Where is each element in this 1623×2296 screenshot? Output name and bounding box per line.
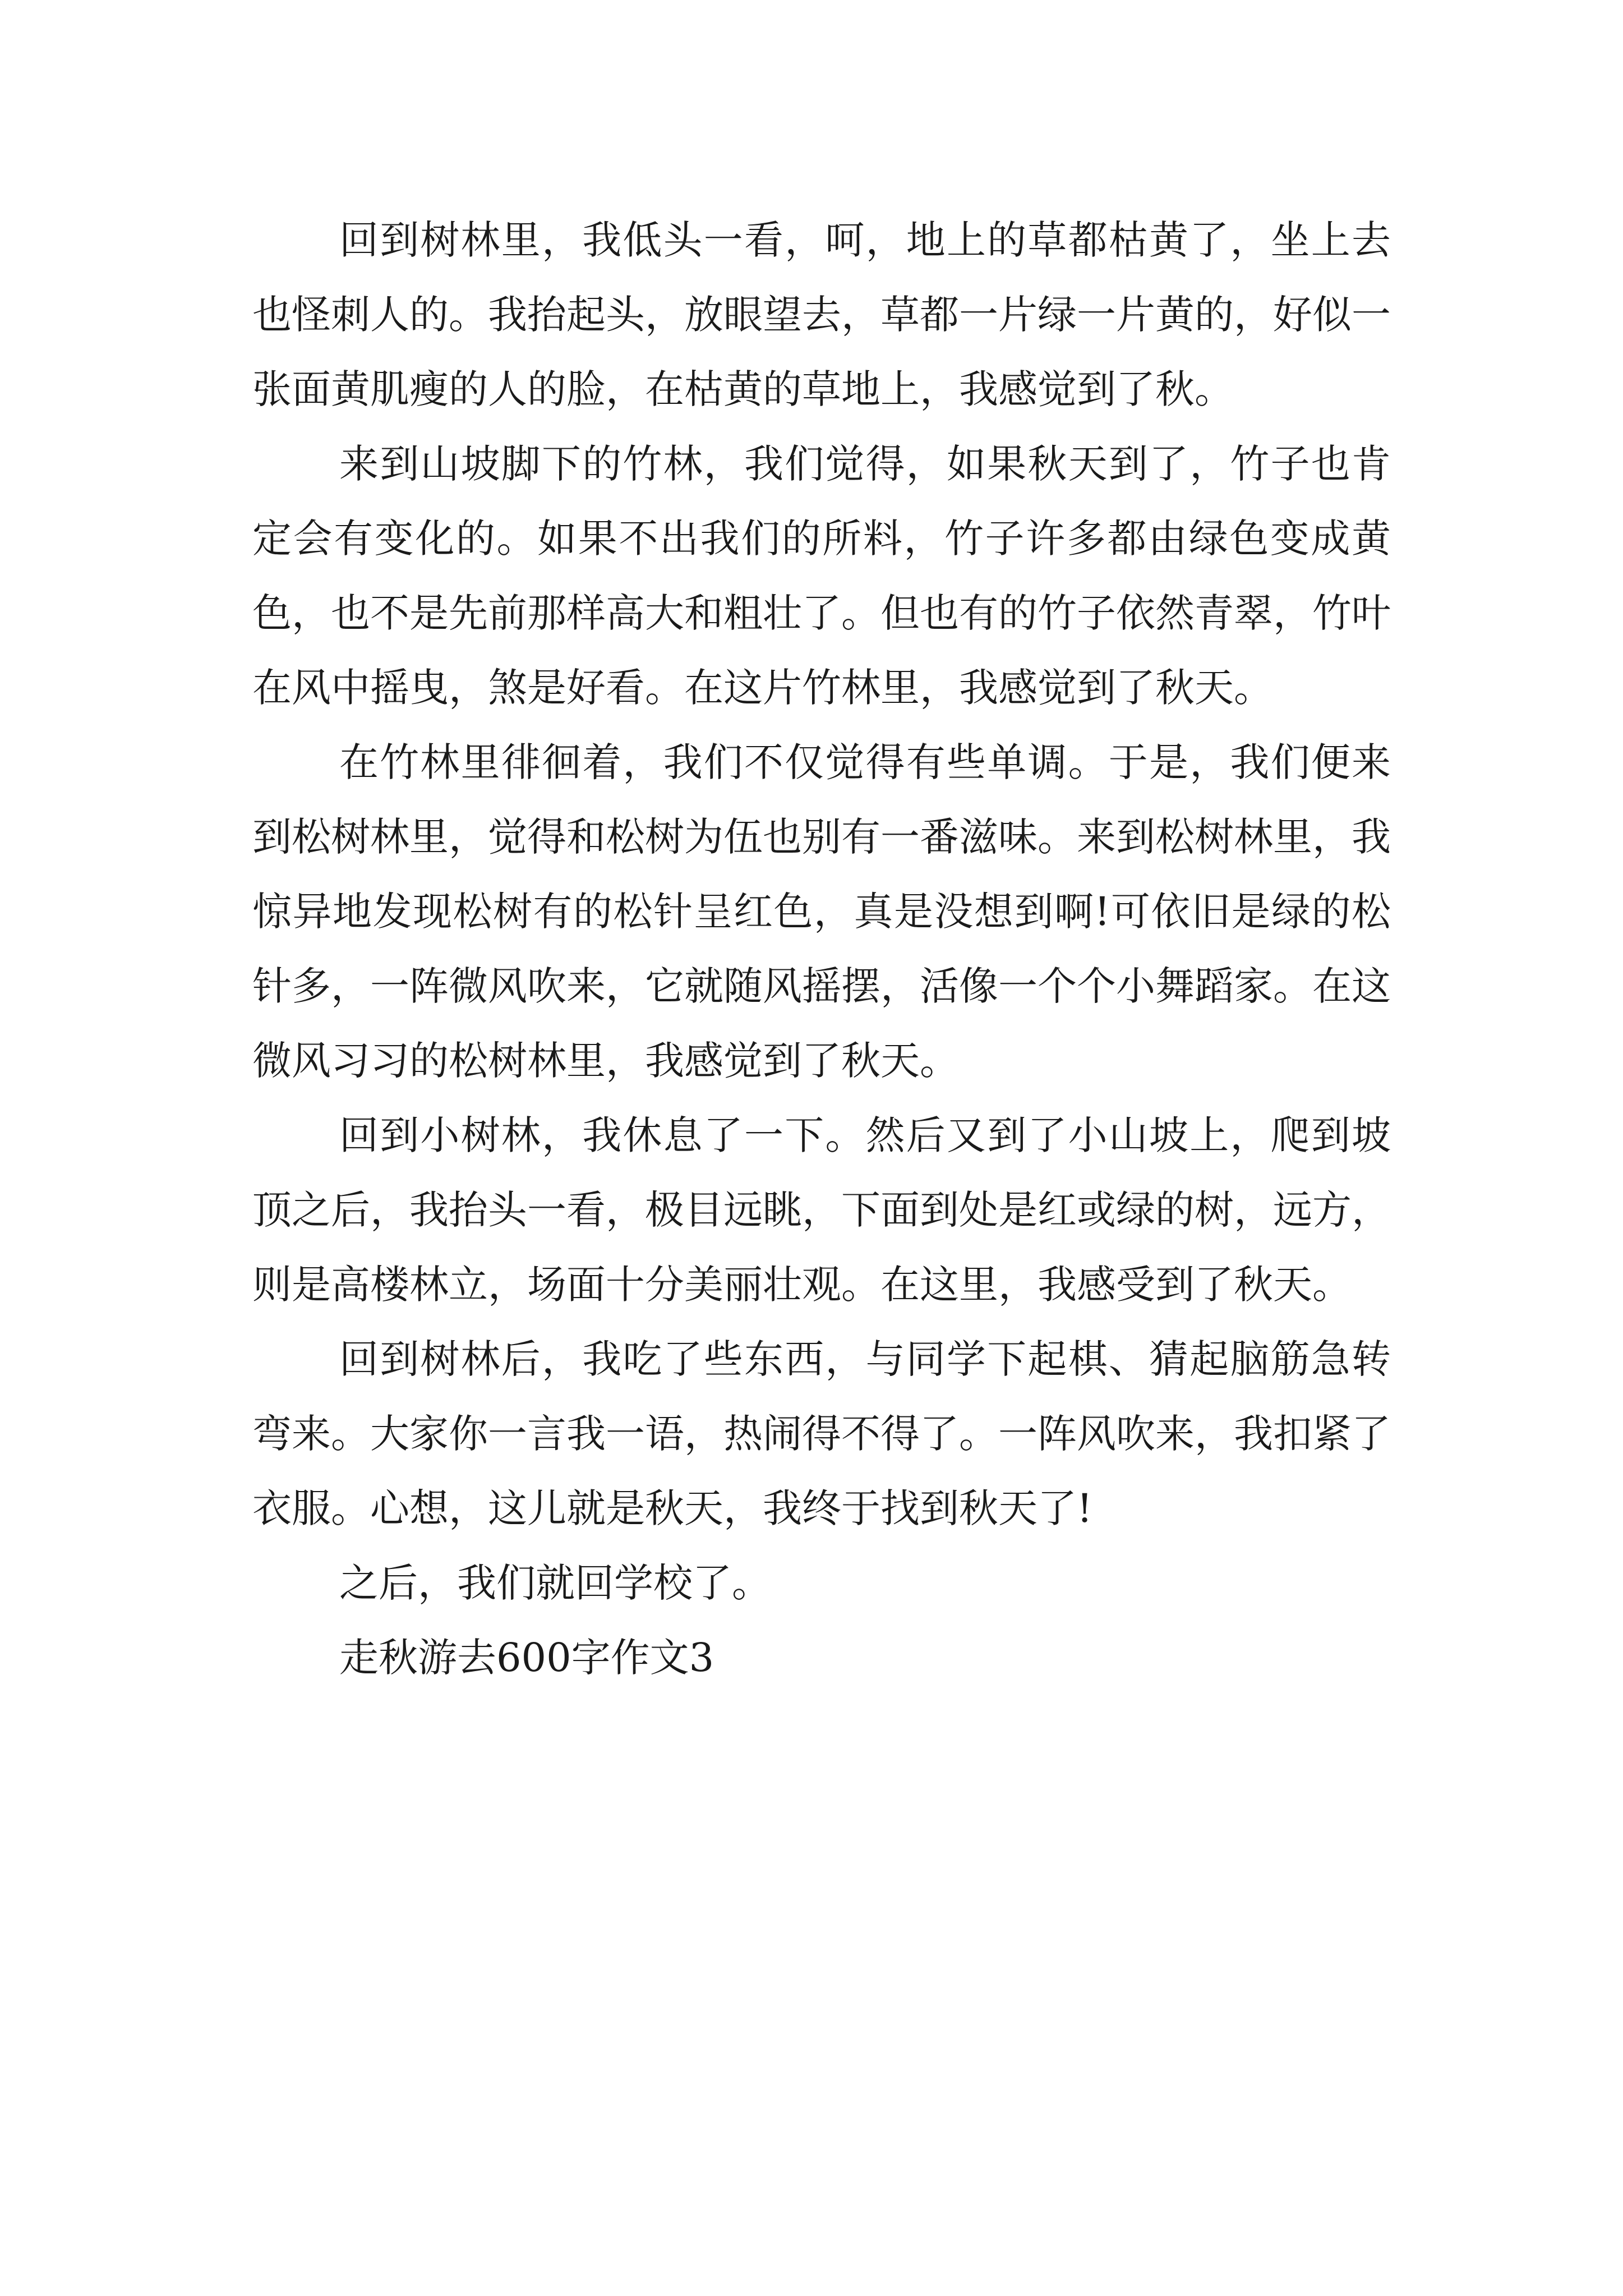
paragraph-6: 之后，我们就回学校了。 — [339, 1560, 771, 1606]
paragraph-1: 回到树林里，我低头一看，呵，地上的草都枯黄了，坐上去也怪刺人的。我抬起头，放眼望去，草都一片绿一片黄的，好似一张面黄肌瘦的人的脸，在枯黄的草地上，我感觉到了秋。 — [252, 217, 1391, 412]
paragraph-4: 回到小树林，我休息了一下。然后又到了小山坡上，爬到坡顶之后，我抬头一看，极目远眺，下面到处是红或绿的树，远方，则是高楼林立，场面十分美丽壮观。在这里，我感受到了秋天。 — [252, 1112, 1391, 1308]
paragraph-2: 来到山坡脚下的竹林，我们觉得，如果秋天到了，竹子也肯定会有变化的。如果不出我们的所料，竹子许多都由绿色变成黄色，也不是先前那样高大和粗壮了。但也有的竹子依然青翠，竹叶在风中摇曳，煞是好看。在这片竹林里，我感觉到了秋天。 — [252, 441, 1391, 711]
section-heading: 走秋游去600字作文3 — [339, 1635, 714, 1681]
essay-body — [252, 203, 1391, 1695]
paragraph-5: 回到树林后，我吃了些东西，与同学下起棋、猜起脑筋急转弯来。大家你一言我一语，热闹得不得了。一阵风吹来，我扣紧了衣服。心想，这儿就是秋天，我终于找到秋天了! — [252, 1336, 1391, 1531]
paragraph-3: 在竹林里徘徊着，我们不仅觉得有些单调。于是，我们便来到松树林里，觉得和松树为伍也别有一番滋味。来到松树林里，我惊异地发现松树有的松针呈红色，真是没想到啊!可依旧是绿的松针多，一阵微风吹来，它就随风摇摆，活像一个个小舞蹈家。在这微风习习的松树林里，我感觉到了秋天。 — [252, 739, 1391, 1084]
